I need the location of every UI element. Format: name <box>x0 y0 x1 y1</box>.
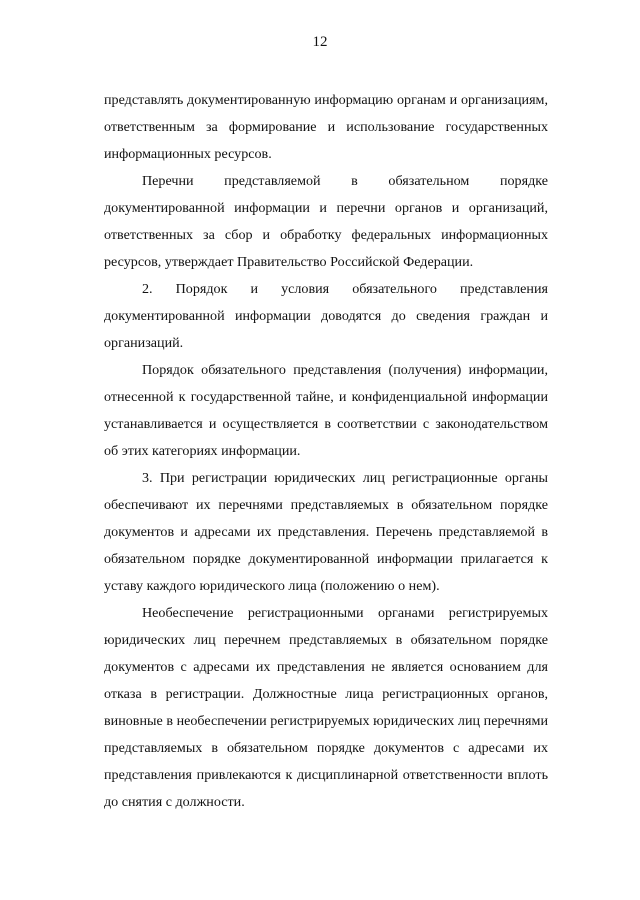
paragraph-5: 3. При регистрации юридических лиц регистрационные органы обеспечивают их перечнями представляемых в обязательном порядке документов и адресами их представления. Перечень представляемой в обязательном порядке документированной информации прилагается к уставу каждого юридического лица (положению о нем). <box>104 470 548 594</box>
paragraph-3: 2. Порядок и условия обязательного представления документированной информации доводятся до сведения граждан и организаций. <box>104 281 548 351</box>
paragraph-1: представлять документированную информацию органам и организациям, ответственным за формирование и использование государственных информационных ресурсов. <box>104 92 548 162</box>
paragraph-4: Порядок обязательного представления (получения) информации, отнесенной к государственной тайне, и конфиденциальной информации устанавливается и осуществляется в соответствии с законодательством об этих категориях информации. <box>104 362 548 459</box>
paragraph-2: Перечни представляемой в обязательном порядке документированной информации и перечни органов и организаций, ответственных за сбор и обработку федеральных информационных ресурсов, утверждает Правительство Российской Федерации. <box>104 173 548 270</box>
document-body <box>104 87 548 816</box>
paragraph-6: Необеспечение регистрационными органами регистрируемых юридических лиц перечнем представляемых в обязательном порядке документов с адресами их представления не является основанием для отказа в регистрации. Должностные лица регистрационных органов, виновные в необеспечении регистрируемых юридических лиц перечнями представляемых в обязательном порядке документов с адресами их представления привлекаются к дисциплинарной ответственности вплоть до снятия с должности. <box>104 605 548 810</box>
page-number: 12 <box>312 34 328 50</box>
